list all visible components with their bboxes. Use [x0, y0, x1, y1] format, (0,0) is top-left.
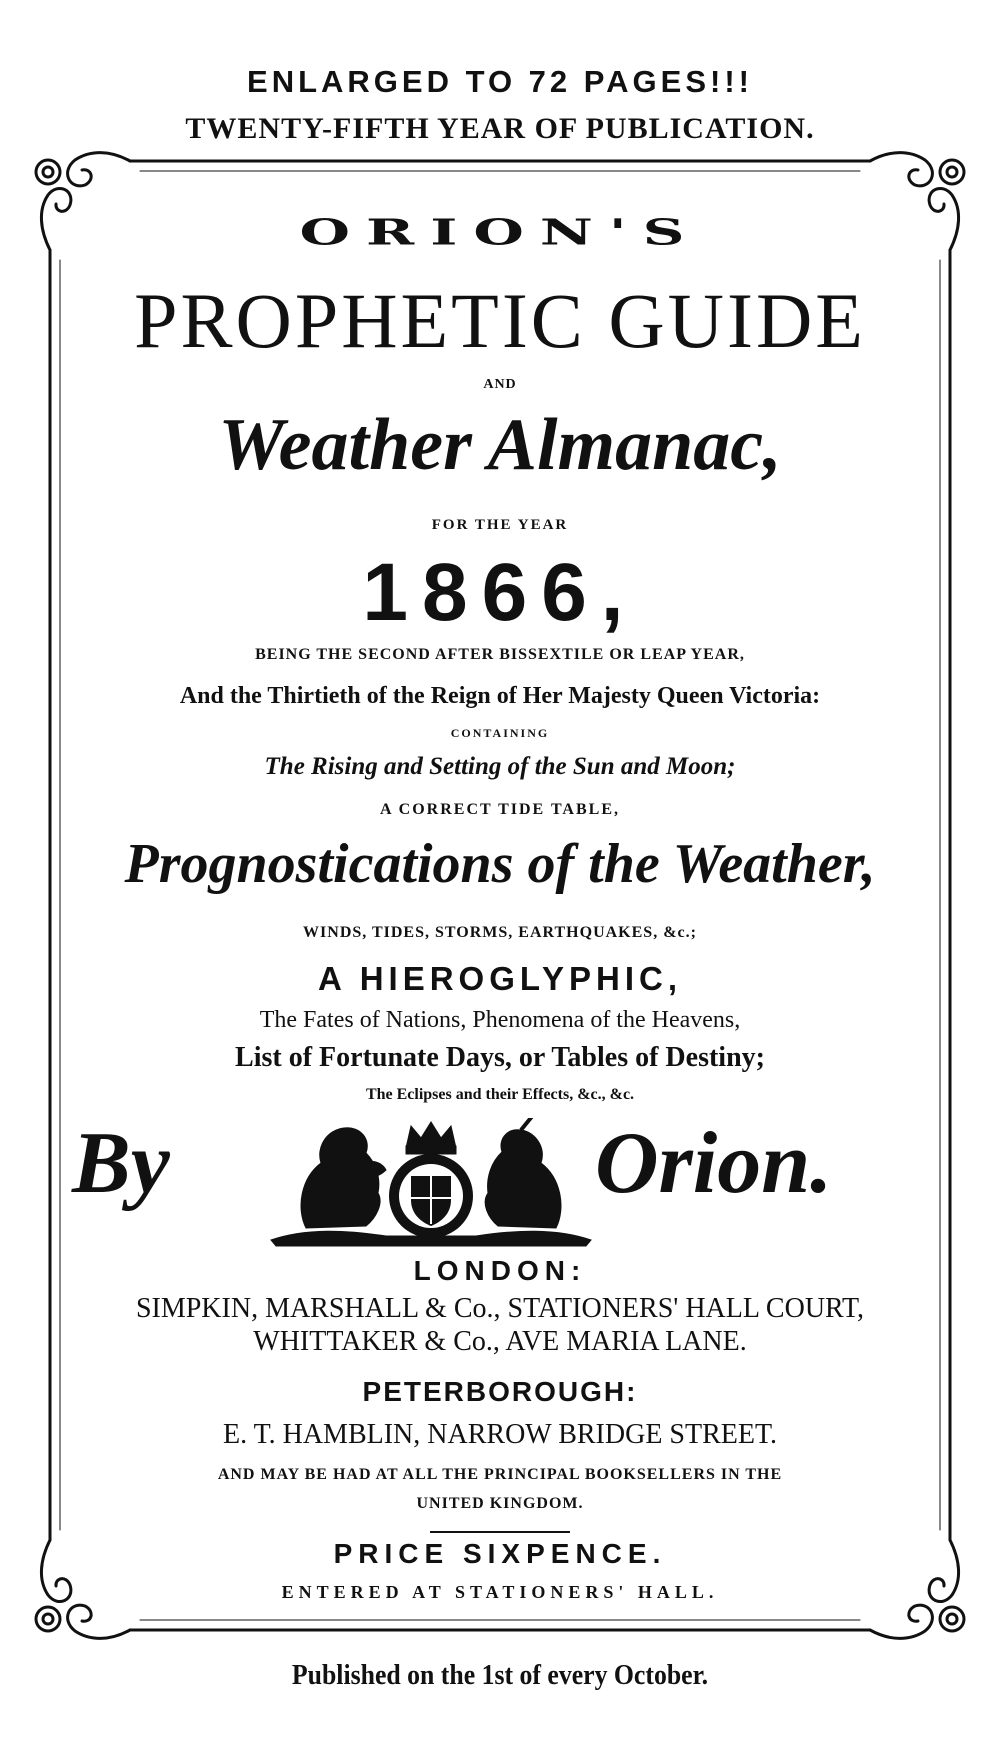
entered-at-stationers-hall: ENTERED AT STATIONERS' HALL. [281, 1582, 719, 1602]
header-year-of-publication: TWENTY-FIFTH YEAR OF PUBLICATION. [185, 112, 815, 145]
contents-fates: The Fates of Nations, Phenomena of the Heavens, [259, 1007, 741, 1033]
contents-eclipses: The Eclipses and their Effects, &c., &c. [365, 1086, 635, 1103]
title-main: PROPHETIC GUIDE [134, 277, 866, 364]
title-and: AND [483, 377, 517, 392]
author-name: Orion. [595, 1115, 833, 1212]
for-the-year-label: FOR THE YEAR [431, 517, 569, 533]
author-by: By [72, 1115, 170, 1212]
publisher-whittaker: WHITTAKER & Co., AVE MARIA LANE. [253, 1326, 747, 1357]
contents-rising-setting: The Rising and Setting of the Sun and Moon; [264, 753, 736, 780]
price: PRICE SIXPENCE. [333, 1538, 667, 1569]
title-year: 1866, [362, 547, 638, 638]
title-subtitle: Weather Almanac, [218, 404, 782, 486]
imprint-london: LONDON: [413, 1255, 587, 1286]
booksellers-note-line2: UNITED KINGDOM. [416, 1495, 584, 1512]
reign-note: And the Thirtieth of the Reign of Her Majesty Queen Victoria: [179, 683, 821, 709]
divider-rule [430, 1531, 570, 1533]
contents-winds: WINDS, TIDES, STORMS, EARTHQUAKES, &c.; [303, 924, 697, 941]
contents-fortunate-days: List of Fortunate Days, or Tables of Destiny; [235, 1042, 765, 1073]
royal-coat-of-arms-icon [266, 1118, 596, 1248]
booksellers-note-line1: AND MAY BE HAD AT ALL THE PRINCIPAL BOOKSELLERS IN THE [217, 1466, 783, 1483]
publisher-simpkin: SIMPKIN, MARSHALL & Co., STATIONERS' HALL COURT, [135, 1293, 865, 1324]
contents-hieroglyphic: A HIEROGLYPHIC, [317, 960, 683, 997]
contents-prognostications: Prognostications of the Weather, [124, 833, 876, 895]
containing-label: CONTAINING [450, 726, 550, 740]
imprint-peterborough: PETERBOROUGH: [362, 1376, 638, 1407]
title-owner: ORION'S [299, 210, 701, 254]
header-enlarged: ENLARGED TO 72 PAGES!!! [247, 64, 753, 99]
contents-tide-table: A CORRECT TIDE TABLE, [380, 801, 620, 818]
publication-note: Published on the 1st of every October. [291, 1660, 709, 1691]
publisher-hamblin: E. T. HAMBLIN, NARROW BRIDGE STREET. [222, 1419, 778, 1450]
leap-year-note: BEING THE SECOND AFTER BISSEXTILE OR LEAP YEAR, [255, 646, 745, 663]
